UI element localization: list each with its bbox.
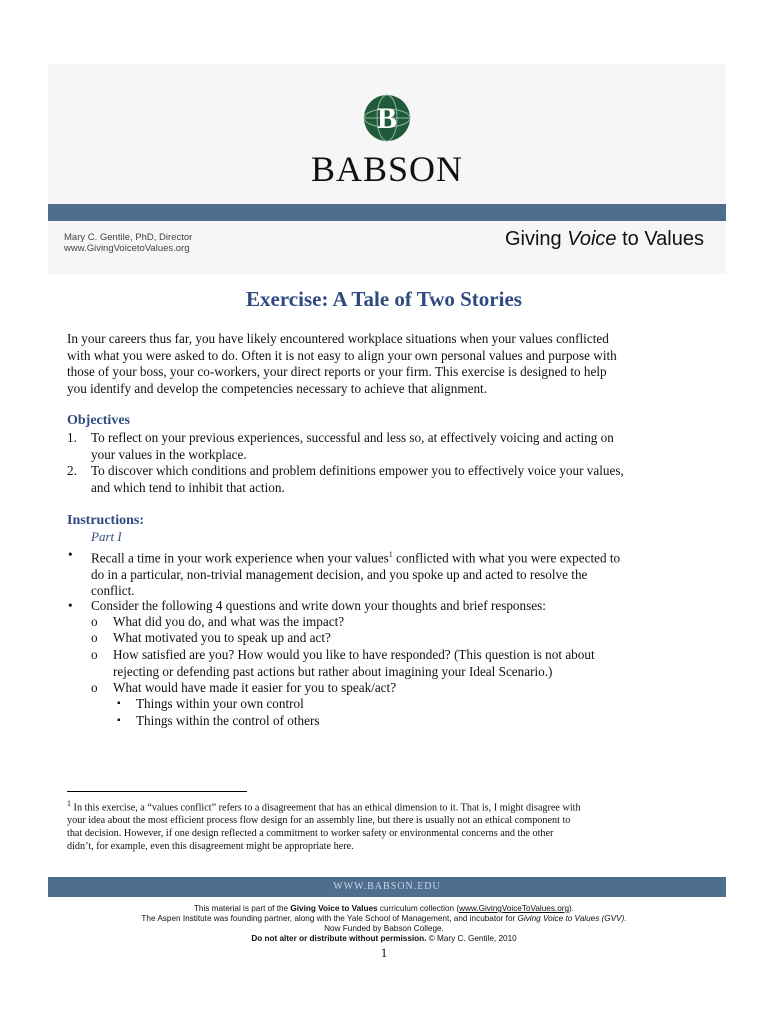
bullet-glyph: • <box>68 598 73 613</box>
text-run: © Mary C. Gentile, 2010 <box>426 934 517 943</box>
babson-wordmark: BABSON <box>310 149 464 189</box>
page-number: 1 <box>380 945 388 960</box>
text-run: ). <box>569 904 575 913</box>
director-info <box>64 232 192 254</box>
text-run: Giving Voice to Values (GVV). <box>517 914 627 923</box>
director-name: Mary C. Gentile, PhD, Director <box>64 232 193 243</box>
footer-line <box>0 934 768 944</box>
objective-item <box>67 463 77 480</box>
text-run: Recall a time in your work experience when your values <box>91 550 389 566</box>
objective-number: 2. <box>67 463 77 478</box>
text-run: Giving Voice to Values <box>290 904 378 913</box>
objective-number: 1. <box>67 430 77 445</box>
director-website: www.GivingVoicetoValues.org <box>64 243 190 254</box>
babson-globe-icon <box>362 92 412 144</box>
text-run: curriculum collection ( <box>377 904 460 913</box>
text-run: In this exercise, a “values conflict” refers to a disagreement that has an ethical dimension to it. That is, I might disagree with <box>71 802 581 814</box>
sub-bullet-glyph: o <box>91 647 98 662</box>
objective-text <box>91 430 711 463</box>
babson-url[interactable]: WWW.BABSON.EDU <box>333 881 441 892</box>
intro-line: with what you were asked to do. Often it is not easy to align your own personal values and purpose with <box>67 347 617 363</box>
footnote-line: didn’t, for example, even this disagreement might be appropriate here. <box>67 841 354 853</box>
sub-bullet-glyph: o <box>91 680 98 695</box>
square-bullet-icon: ▪ <box>117 715 121 726</box>
intro-line: In your careers thus far, you have likely encountered workplace situations when your values conflicted <box>67 331 609 346</box>
text-run: conflicted with what you were expected to <box>392 550 621 566</box>
bullet-line: conflict. <box>91 583 135 599</box>
bullet-recall <box>91 547 711 600</box>
top-blue-bar <box>48 204 726 221</box>
sub-bullet-glyph: o <box>91 630 98 645</box>
footer-line <box>0 914 768 924</box>
intro-paragraph <box>67 331 707 397</box>
sub-item-own-control: Things within your own control <box>136 696 304 711</box>
footnote <box>67 797 707 853</box>
objective-line: and which tend to inhibit that action. <box>91 479 285 495</box>
footer-line <box>0 904 768 914</box>
part-label: Part I <box>91 529 122 544</box>
babson-logo <box>48 92 726 190</box>
gvv-brand-em: Voice <box>567 228 617 250</box>
footnote-line <box>67 797 707 814</box>
copyright-footer <box>0 904 768 944</box>
gvv-brand-post: to Values <box>616 228 704 250</box>
sub-bullet-glyph: o <box>91 614 98 629</box>
footnote-marker: 1 <box>67 799 71 808</box>
footnote-line: that decision. However, if one design reflected a commitment to worker safety or environmental concerns and the other <box>67 828 554 840</box>
svg-text:B: B <box>376 102 398 135</box>
question-3 <box>113 647 713 680</box>
bullet-line: do in a particular, non-trivial management decision, and you spoke up and acted to resolve the <box>91 566 588 582</box>
question-line: How satisfied are you? How would you like to have responded? (This question is not about <box>113 647 595 662</box>
bullet-glyph: • <box>68 547 73 562</box>
objective-line: To discover which conditions and problem definitions empower you to effectively voice your values, <box>91 463 624 478</box>
intro-line: you identify and develop the competencies necessary to achieve that alignment. <box>67 380 488 396</box>
bullet-line <box>91 547 711 567</box>
objective-item <box>67 430 77 447</box>
objective-text <box>91 463 711 496</box>
gvv-brand-pre: Giving <box>504 228 568 250</box>
gvv-brand <box>505 228 704 251</box>
text-run: Do not alter or distribute without permission. <box>251 934 427 943</box>
sub-item-others-control: Things within the control of others <box>136 713 320 728</box>
question-line: rejecting or defending past actions but rather about imagining your Ideal Scenario.) <box>113 663 553 679</box>
objective-line: To reflect on your previous experiences, successful and less so, at effectively voicing and acting on <box>91 430 614 445</box>
footnote-ref: 1 <box>388 550 393 559</box>
text-run: This material is part of the <box>193 904 291 913</box>
gvv-link[interactable]: www.GivingVoiceToValues.org <box>459 904 570 913</box>
text-run: The Aspen Institute was founding partner, along with the Yale School of Management, and incubator for <box>141 914 518 923</box>
footnote-line: your idea about the most efficient process flow design for an assembly line, but there is usually not an ethical component to <box>67 815 571 827</box>
square-bullet-icon: ▪ <box>117 698 121 709</box>
question-1: What did you do, and what was the impact? <box>113 614 345 629</box>
instructions-heading: Instructions: <box>67 513 145 528</box>
footer-line: Now Funded by Babson College. <box>324 924 444 933</box>
question-4: What would have made it easier for you to speak/act? <box>113 680 397 695</box>
question-2: What motivated you to speak up and act? <box>113 630 331 645</box>
bullet-consider: Consider the following 4 questions and write down your thoughts and brief responses: <box>91 598 546 613</box>
page-title: Exercise: A Tale of Two Stories <box>246 287 522 311</box>
intro-line: those of your boss, your co-workers, your direct reports or your firm. This exercise is designed to help <box>67 364 607 379</box>
footnote-rule <box>67 791 247 792</box>
objective-line: your values in the workplace. <box>91 446 247 462</box>
objectives-heading: Objectives <box>67 413 130 428</box>
